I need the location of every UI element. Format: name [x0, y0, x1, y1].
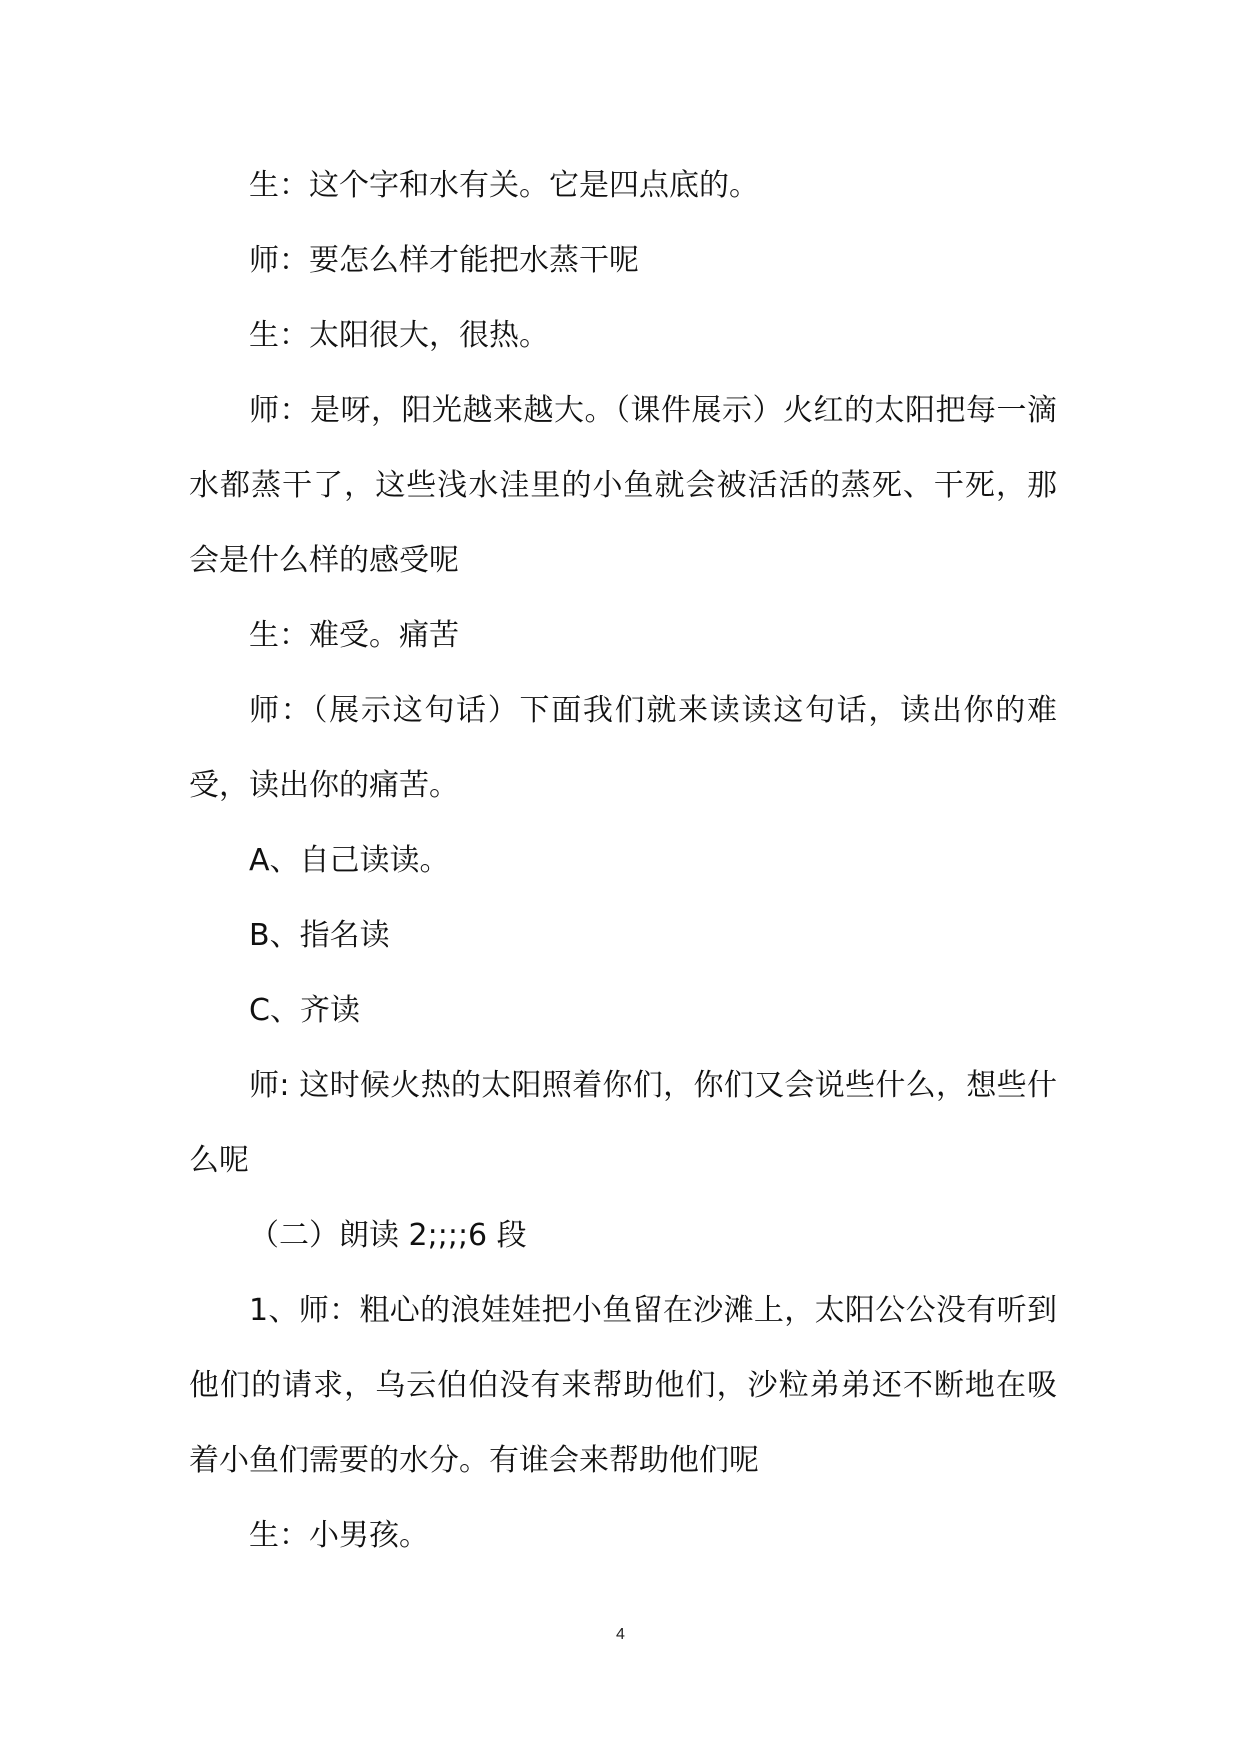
document-body — [189, 148, 1057, 1573]
section-heading: （二）朗读 2;;;;6 段 — [249, 1218, 527, 1253]
paragraph: 生：太阳很大，很热。 — [249, 318, 549, 353]
paragraph: 师：是呀，阳光越来越大。（课件展示）火红的太阳把每一滴水都蒸干了，这些浅水洼里的小鱼就会被活活的蒸死、干死，那会是什么样的感受呢 — [189, 393, 1057, 578]
paragraph: 1、师：粗心的浪娃娃把小鱼留在沙滩上，太阳公公没有听到他们的请求，乌云伯伯没有来帮助他们，沙粒弟弟还不断地在吸着小鱼们需要的水分。有谁会来帮助他们呢 — [189, 1293, 1057, 1478]
list-item: B、指名读 — [249, 918, 390, 953]
list-item: A、自己读读。 — [249, 843, 450, 878]
paragraph: 生：这个字和水有关。它是四点底的。 — [249, 168, 759, 203]
paragraph: 生：难受。痛苦 — [249, 618, 459, 653]
paragraph: 师：（展示这句话）下面我们就来读读这句话，读出你的难受，读出你的痛苦。 — [189, 693, 1057, 803]
paragraph: 师: 这时候火热的太阳照着你们，你们又会说些什么，想些什么呢 — [189, 1068, 1057, 1178]
list-item: C、齐读 — [249, 993, 360, 1028]
paragraph: 师：要怎么样才能把水蒸干呢 — [249, 243, 639, 278]
paragraph: 生：小男孩。 — [249, 1518, 429, 1553]
page-number: 4 — [616, 1626, 625, 1643]
